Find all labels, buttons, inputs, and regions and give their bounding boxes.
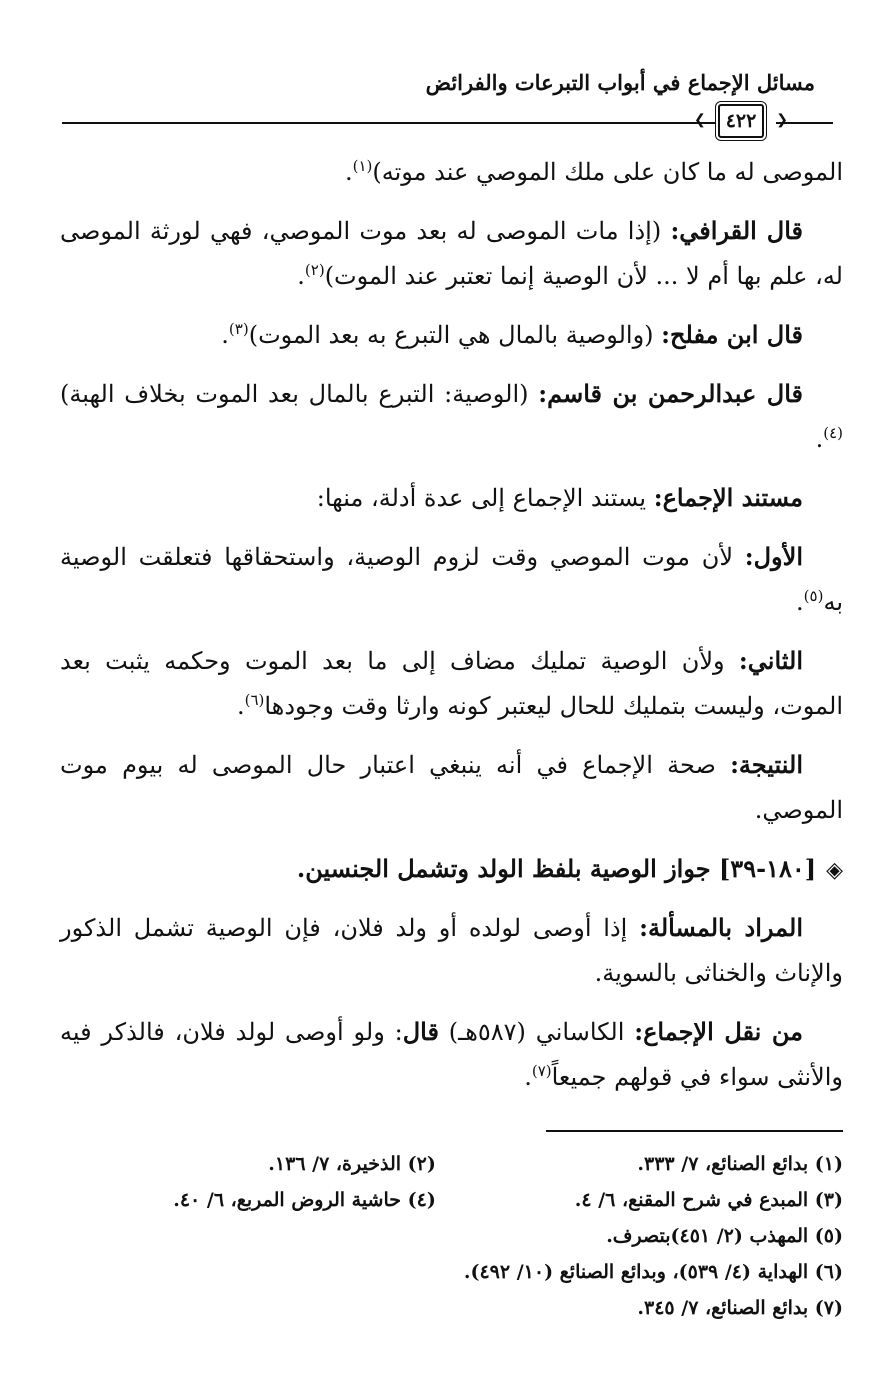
paragraph-lead: الثاني: <box>738 646 803 675</box>
footnote-ref[interactable]: (٣) <box>228 320 249 338</box>
footnote-3: (٣) المبدع في شرح المقنع، ٦/ ٤. <box>574 1189 843 1211</box>
footnote-ref[interactable]: (٤) <box>823 424 843 442</box>
footnote-ref[interactable]: (٧) <box>531 1062 552 1080</box>
paragraph-ibn-qasim: قال عبدالرحمن بن قاسم: (الوصية: التبرع بالمال بعد الموت بخلاف الهبة)$^{(٤)}$. <box>60 379 843 453</box>
footnote-ref[interactable]: (٢) <box>304 261 325 279</box>
paragraph-qarafi: قال القرافي: (إذا مات الموصى له بعد موت الموصي، فهي لورثة الموصى له، علم بها أم لا ... لأن الوصية إنما تعتبر عند الموت)$^{(٢)}$. <box>60 216 843 290</box>
paragraph-second: الثاني: ولأن الوصية تمليك مضاف إلى ما بعد الموت وحكمه يثبت بعد الموت، وليست بتمليك للحال ليعتبر كونه وارثا وقت وجودها$^{(٦)}$. <box>60 646 843 720</box>
paragraph-lead: مستند الإجماع: <box>653 483 803 512</box>
footnote-row <box>60 1146 843 1182</box>
paragraph-lead: من نقل الإجماع: <box>634 1017 804 1046</box>
footnote-1: (١) بدائع الصنائع، ٧/ ٣٣٣. <box>637 1153 843 1175</box>
body-text <box>60 150 843 1113</box>
paragraph-lead: قال عبدالرحمن بن قاسم: <box>538 379 803 408</box>
footnote-5: (٥) المهذب (٢/ ٤٥١)بتصرف. <box>606 1225 843 1247</box>
paragraph-first: الأول: لأن موت الموصي وقت لزوم الوصية، واستحقاقها فتعلقت الوصية به$^{(٥)}$. <box>60 542 843 616</box>
paragraph-1: الموصى له ما كان على ملك الموصي عند موته)$^{(١)}$. <box>344 157 843 186</box>
paragraph-meaning: المراد بالمسألة: إذا أوصى لولده أو ولد فلان، فإن الوصية تشمل الذكور والإناث والخناثى بالسوية. <box>60 913 843 987</box>
issue-heading: ◈[١٨٠-٣٩] جواز الوصية بلفظ الولد وتشمل الجنسين. <box>296 854 843 883</box>
footnotes <box>60 1146 843 1326</box>
ornament-left-icon: ❮ <box>694 112 706 128</box>
ornament-right-icon: ❯ <box>776 112 788 128</box>
footnote-2: (٢) الذخيرة، ٧/ ١٣٦. <box>268 1153 436 1175</box>
paragraph-lead: قال ابن مفلح: <box>661 320 803 349</box>
paragraph-transmitters: من نقل الإجماع: الكاساني (٥٨٧هـ) قال: ولو أوصى لولد فلان، فالذكر فيه والأنثى سواء في قولهم جميعاً$^{(٧)}$. <box>60 1017 843 1091</box>
footnote-row <box>60 1182 843 1218</box>
paragraph-lead: الأول: <box>744 542 803 571</box>
header-rule <box>62 122 727 124</box>
footnote-ref[interactable]: (٥) <box>803 587 824 605</box>
diamond-icon: ◈ <box>826 857 843 883</box>
footnote-7: (٧) بدائع الصنائع، ٧/ ٣٤٥. <box>637 1297 843 1319</box>
page-number-box <box>694 100 788 142</box>
running-title: مسائل الإجماع في أبواب التبرعات والفرائض <box>425 70 815 95</box>
page-number: ٤٢٢ <box>718 104 765 138</box>
paragraph-lead: النتيجة: <box>730 750 803 779</box>
paragraph-result: النتيجة: صحة الإجماع في أنه ينبغي اعتبار حال الموصى له بيوم موت الموصي. <box>60 750 843 824</box>
footnote-ref[interactable]: (٦) <box>244 691 265 709</box>
footnote-6: (٦) الهداية (٤/ ٥٣٩)، وبدائع الصنائع (١٠/ ٤٩٢). <box>463 1261 843 1283</box>
footnote-ref[interactable]: (١) <box>352 157 373 175</box>
paragraph-ibn-muflih: قال ابن مفلح: (والوصية بالمال هي التبرع به بعد الموت)$^{(٣)}$. <box>221 320 803 349</box>
paragraph-basis: مستند الإجماع: يستند الإجماع إلى عدة أدلة، منها: <box>316 483 803 512</box>
paragraph-lead: المراد بالمسألة: <box>639 913 804 942</box>
paragraph-lead: قال القرافي: <box>670 216 803 245</box>
footnote-separator <box>546 1130 843 1132</box>
footnote-4: (٤) حاشية الروض المربع، ٦/ ٤٠. <box>173 1189 436 1211</box>
